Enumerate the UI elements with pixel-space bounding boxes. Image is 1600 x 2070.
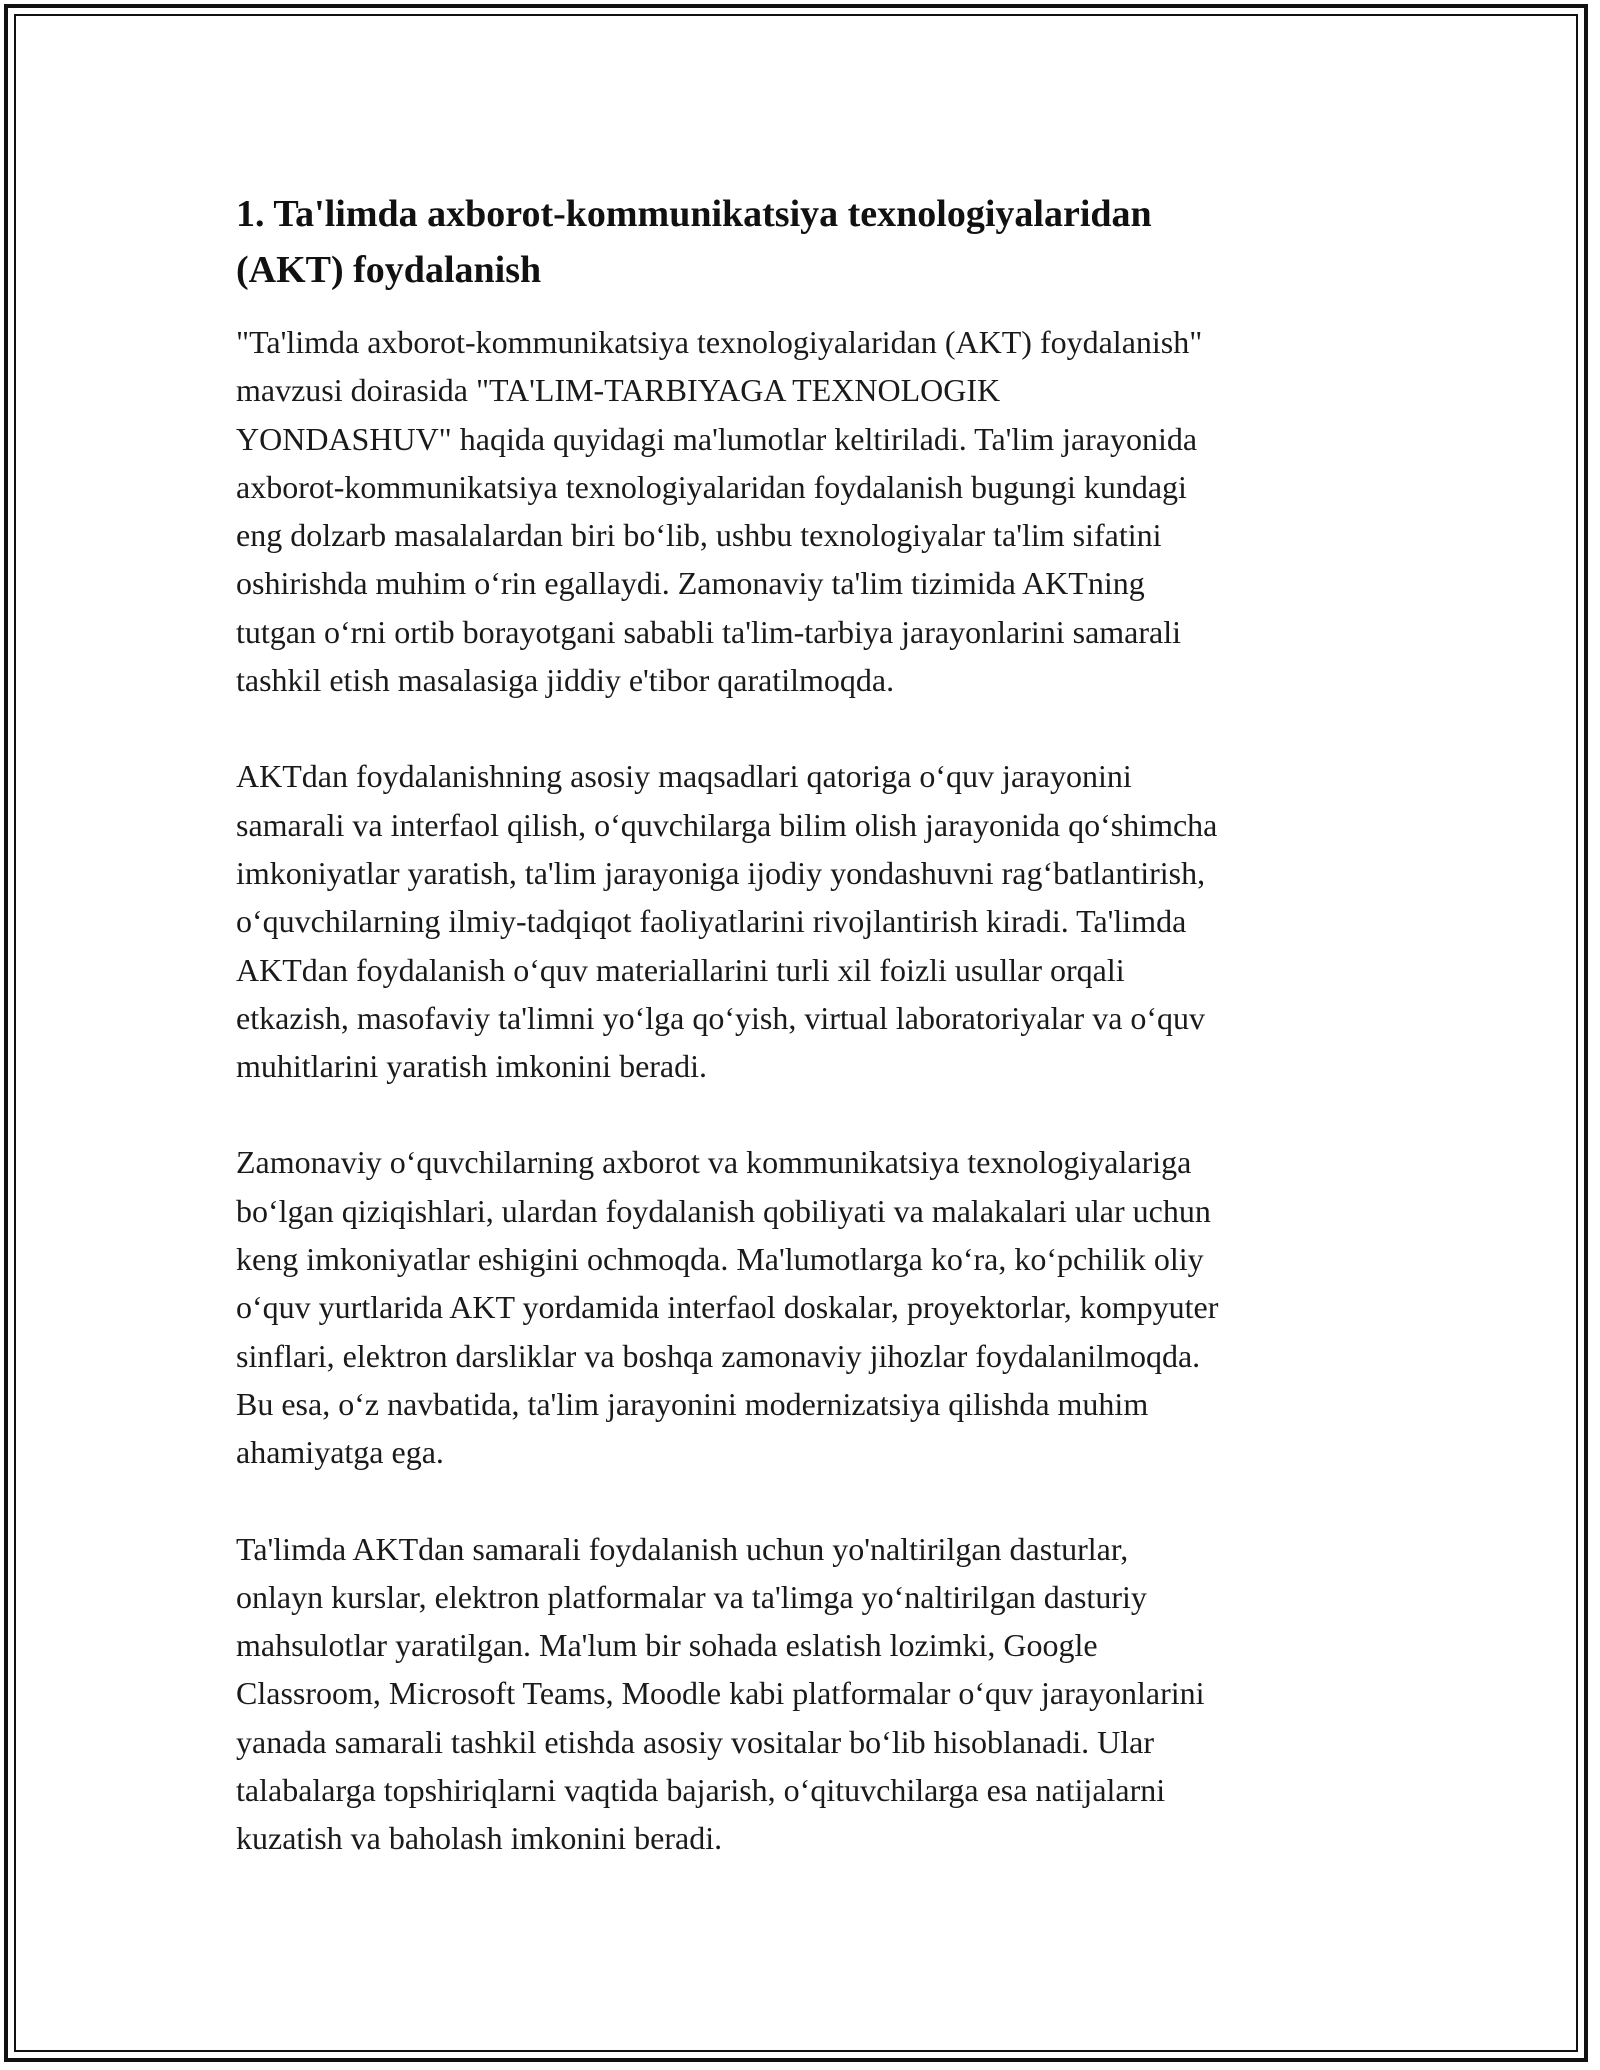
document-body xyxy=(236,186,1376,1911)
paragraph-modern-students: Zamonaviy o‘quvchilarning axborot va kommunikatsiya texnologiyalariga bo‘lgan qiziqishlari, ulardan foydalanish qobiliyati va malakalari ular uchun keng imkoniyatlar eshigini ochmoqda. Ma'lumotlarga ko‘ra, ko‘pchilik oliy o‘quv yurtlarida AKT yordamida interfaol doskalar, proyektorlar, kompyuter sinflari, elektron darsliklar va boshqa zamonaviy jihozlar foydalanilmoqda. Bu esa, o‘z navbatida, ta'lim jarayonini modernizatsiya qilishda muhim ahamiyatga ega. xyxy=(236,1144,1219,1471)
paragraph-platforms: Ta'limda AKTdan samarali foydalanish uchun yo'naltirilgan dasturlar, onlayn kurslar, elektron platformalar va ta'limga yo‘naltirilgan dasturiy mahsulotlar yaratilgan. Ma'lum bir sohada eslatish lozimki, Google Classroom, Microsoft Teams, Moodle kabi platformalar o‘quv jarayonlarini yanada samarali tashkil etishda asosiy vositalar bo‘lib hisoblanadi. Ular talabalarga topshiriqlarni vaqtida bajarish, o‘qituvchilarga esa natijalarni kuzatish va baholash imkonini beradi. xyxy=(236,1530,1205,1857)
section-heading: 1. Ta'limda axborot-kommunikatsiya texnologiyalaridan (AKT) foydalanish xyxy=(236,193,1152,291)
paragraph-goals: AKTdan foydalanishning asosiy maqsadlari qatoriga o‘quv jarayonini samarali va interfaol qilish, o‘quvchilarga bilim olish jarayonida qo‘shimcha imkoniyatlar yaratish, ta'lim jarayoniga ijodiy yondashuvni rag‘batlantirish, o‘quvchilarning ilmiy-tadqiqot faoliyatlarini rivojlantirish kiradi. Ta'limda AKTdan foydalanish o‘quv materiallarini turli xil foizli usullar orqali etkazish, masofaviy ta'limni yo‘lga qo‘yish, virtual laboratoriyalar va o‘quv muhitlarini yaratish imkonini beradi. xyxy=(236,758,1218,1085)
paragraph-intro: "Ta'limda axborot-kommunikatsiya texnologiyalaridan (AKT) foydalanish" mavzusi doirasida "TA'LIM-TARBIYAGA TEXNOLOGIK YONDASHUV" haqida quyidagi ma'lumotlar keltiriladi. Ta'lim jarayonida axborot-kommunikatsiya texnologiyalaridan foydalanish bugungi kundagi eng dolzarb masalalardan biri bo‘lib, ushbu texnologiyalar ta'lim sifatini oshirishda muhim o‘rin egallaydi. Zamonaviy ta'lim tizimida AKTning tutgan o‘rni ortib borayotgani sababli ta'lim-tarbiya jarayonlarini samarali tashkil etish masalasiga jiddiy e'tibor qaratilmoqda. xyxy=(236,324,1203,699)
